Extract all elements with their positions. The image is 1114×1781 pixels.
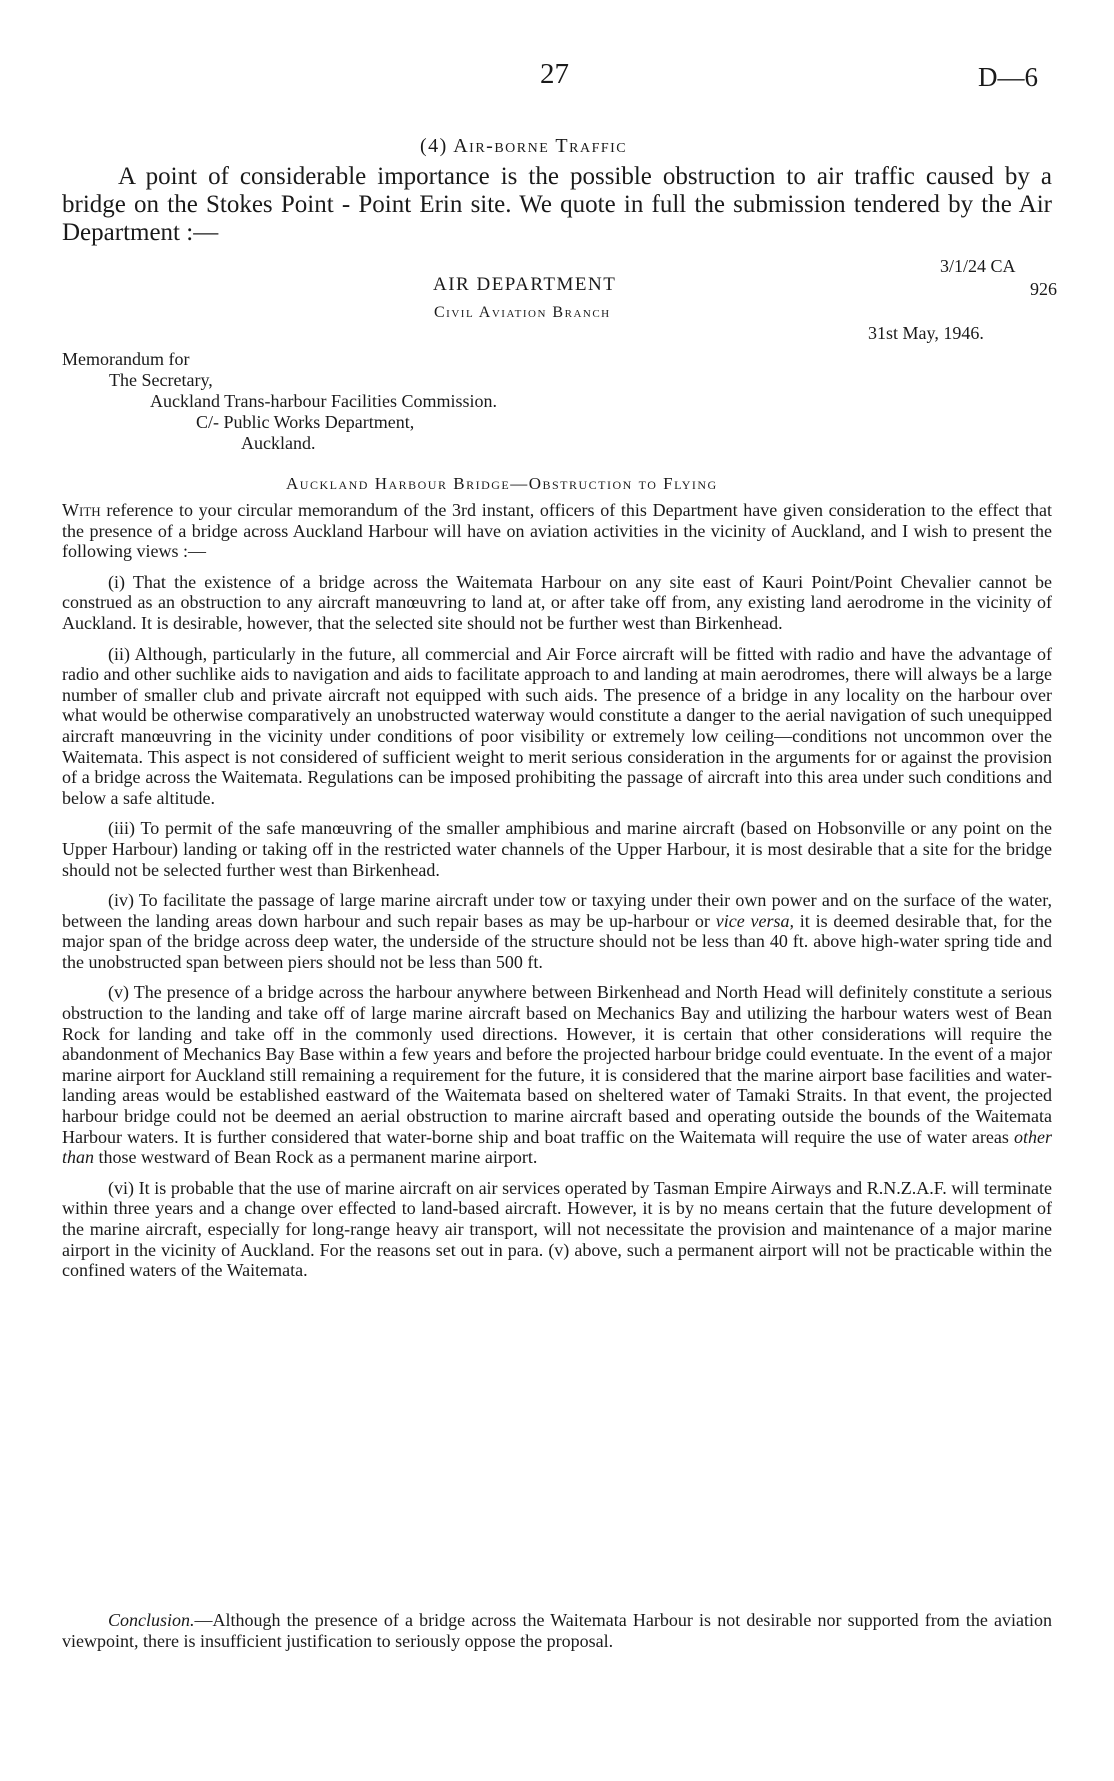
paragraph-iv-italic: vice versa, (715, 910, 794, 931)
conclusion-label: Conclusion. (108, 1610, 195, 1630)
paragraph-iii: (iii) To permit of the safe manœuvring of the smaller amphibious and marine aircraft (based on Hobsonville or any point on the Upper Harbour) landing or taking off in the restricted water channels of the Upper Harbour, it is most desirable that a site for the bridge should not be selected further west than Birkenhead. (62, 818, 1052, 880)
memo-care-of: C/- Public Works Department, (196, 412, 415, 432)
opening-paragraph (62, 500, 1052, 562)
intro-text: A point of considerable importance is the possible obstruction to air traffic caused by a bridge on the Stokes Point - Point Erin site. We quote in full the submission tendered by the Air Department :— (62, 163, 1052, 246)
conclusion-text: —Although the presence of a bridge across the Waitemata Harbour is not desirable nor supported from the aviation viewpoint, there is insufficient justification to seriously oppose the proposal. (62, 1610, 1052, 1651)
letterhead-department: AIR DEPARTMENT (433, 274, 617, 295)
paragraph-vi: (vi) It is probable that the use of marine aircraft on air services operated by Tasman Empire Airways and R.N.Z.A.F. will terminate within three years and a change over effected to land-based aircraft. However, it is by no means certain that the future development of the marine aircraft, especially for long-range heavy air transport, will not necessitate the provision and maintenance of a major marine airport in the vicinity of Auckland. For the reasons set out in para. (v) above, such a permanent airport will not be practicable within the confined waters of the Waitemata. (62, 1177, 1052, 1281)
paragraph-v-text-a: (v) The presence of a bridge across the harbour anywhere between Birkenhead and North Head will definitely constitute a serious obstruction to the landing and take off of large marine aircraft based on Mechanics Bay and utilizing the harbour waters west of Bean Rock for landing and take off in the commonly used directions. However, it is certain that other considerations will require the abandonment of Mechanics Bay Base within a few years and before the projected harbour bridge could eventuate. In the event of a major marine airport for Auckland still remaining a requirement for the future, it is considered that the marine airport base facilities and water-landing areas would be established eastward of the Waitemata based on sheltered water of Tamaki Straits. In that event, the projected harbour bridge could not be deemed an aerial obstruction to marine aircraft based and operating outside the bounds of the Waitemata Harbour waters. It is further considered that water-borne ship and boat traffic on the Waitemata will require the use of water areas (62, 982, 1052, 1147)
paragraph-v-italic: other than (62, 1126, 1052, 1168)
memo-recipient-org: Auckland Trans-harbour Facilities Commission. (150, 391, 497, 411)
conclusion-paragraph (62, 1610, 1052, 1651)
paragraph-iv-text-b: it is deemed desirable that, for the major span of the bridge across deep water, the underside of the structure should not be less than 40 ft. above high-water spring tide and the unobstructed span between piers should not be less than 500 ft. (62, 910, 1052, 972)
opening-lead-word: With (62, 500, 101, 520)
memo-date: 31st May, 1946. (868, 323, 984, 343)
memo-body (62, 500, 1052, 1291)
page-number: 27 (540, 58, 569, 90)
paragraph-v-text-b: those westward of Bean Rock as a permanent marine airport. (94, 1147, 538, 1168)
intro-paragraph (62, 163, 1052, 247)
paragraph-iv (62, 890, 1052, 972)
memo-city: Auckland. (241, 433, 316, 453)
paragraph-ii: (ii) Although, particularly in the future, all commercial and Air Force aircraft will be fitted with radio and have the advantage of radio and other suchlike aids to navigation and aids to facilitate approach to and landing at main aerodromes, there will always be a large number of smaller club and private aircraft not equipped with such aids. The presence of a bridge in any locality on the harbour over what would be otherwise comparatively an unobstructed waterway would constitute a danger to the aerial navigation of such unequipped aircraft manœuvring in the vicinity under conditions of poor visibility or extremely low ceiling—conditions not uncommon over the Waitemata. This aspect is not considered of sufficient weight to merit serious consideration in the arguments for or against the provision of a bridge across the Waitemata. Regulations can be imposed prohibiting the passage of aircraft into this area under such conditions and below a safe altitude. (62, 643, 1052, 808)
paragraph-iv-text-a: (iv) To facilitate the passage of large marine aircraft under tow or taxying under their own power and on the surface of the water, between the landing areas down harbour and such repair bases as may be up-harbour or (62, 890, 1052, 931)
memo-header-line: Memorandum for (62, 349, 190, 369)
memo-recipient: The Secretary, (109, 370, 213, 390)
opening-text: reference to your circular memorandum of the 3rd instant, officers of this Department have given consideration to the effect that the presence of a bridge across Auckland Harbour will have on aviation activities in the vicinity of Auckland, and I wish to present the following views :— (62, 500, 1052, 562)
file-reference-number: 926 (1030, 279, 1057, 299)
letterhead-branch: Civil Aviation Branch (434, 304, 611, 321)
file-reference: 3/1/24 CA (940, 256, 1016, 276)
paragraph-i: (i) That the existence of a bridge across the Waitemata Harbour on any site east of Kauri Point/Point Chevalier cannot be construed as an obstruction to any aircraft manœuvring to land at, or after take off from, any existing land aerodrome in the vicinity of Auckland. It is desirable, however, that the selected site should not be further west than Birkenhead. (62, 571, 1052, 633)
paragraph-v (62, 982, 1052, 1167)
section-heading: (4) Air-borne Traffic (420, 135, 628, 157)
document-reference: D—6 (978, 62, 1038, 92)
memo-subject: Auckland Harbour Bridge—Obstruction to Flying (286, 474, 718, 493)
